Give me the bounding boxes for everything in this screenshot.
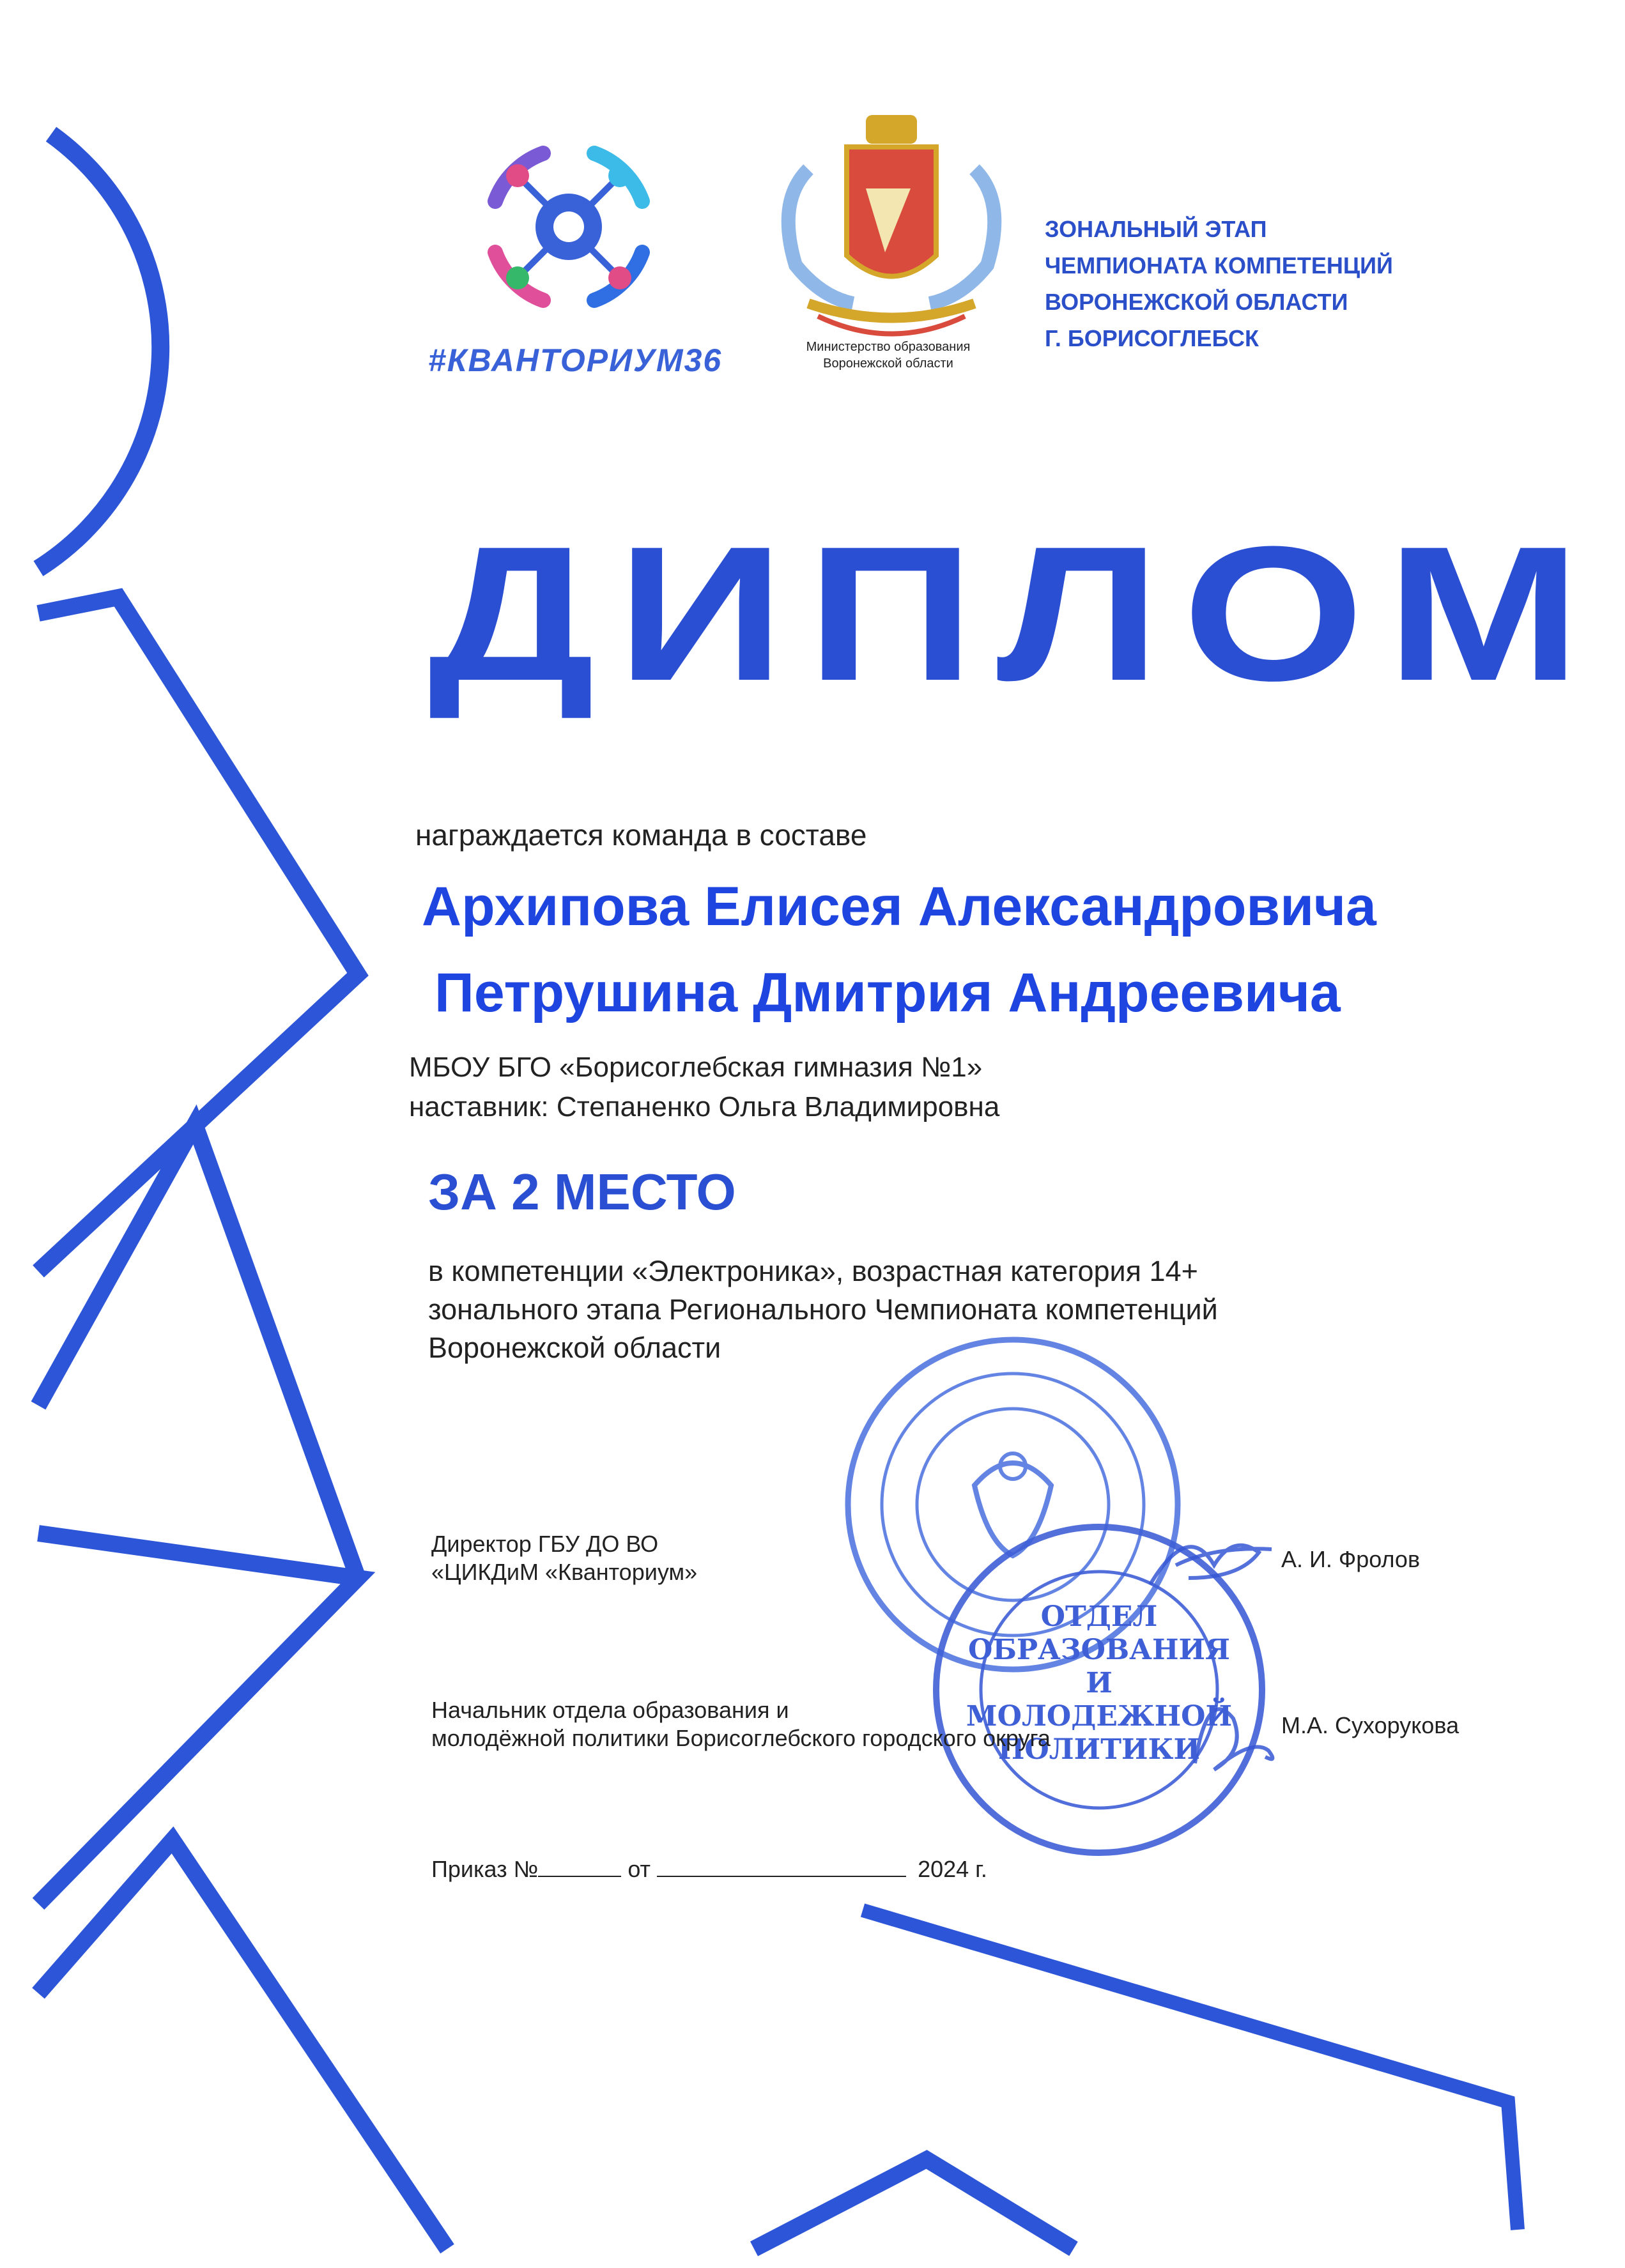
- director-name: А. И. Фролов: [1281, 1546, 1421, 1572]
- order-line: [431, 1856, 987, 1883]
- order-number-blank: [538, 1857, 621, 1877]
- decor-bottom-left: [38, 1840, 447, 2249]
- seal-text-line: ОБРАЗОВАНИЯ: [968, 1634, 1230, 1666]
- decor-bottom-middle: [754, 2159, 1074, 2249]
- ministry-caption: [783, 339, 994, 372]
- head-title: [431, 1696, 1051, 1752]
- award-lead: награждается команда в составе: [415, 818, 867, 852]
- competition-line: Воронежской области: [428, 1331, 721, 1364]
- seal-text-line: ПОЛИТИКИ: [997, 1733, 1201, 1766]
- kvantorium-logo-text: #КВАНТОРИУМ36: [428, 342, 723, 378]
- seal-text-line: ОТДЕЛ: [1040, 1600, 1158, 1633]
- diploma-title: ДИПЛОМ: [428, 506, 1603, 721]
- competition-description: [428, 1252, 1218, 1367]
- order-date-blank: [657, 1857, 906, 1877]
- director-title-line: «ЦИКДиМ «Кванториум»: [431, 1559, 698, 1585]
- mentor-name: наставник: Степаненко Ольга Владимировна: [409, 1091, 1000, 1123]
- ministry-line: Воронежской области: [823, 356, 953, 371]
- place-heading: ЗА 2 МЕСТО: [428, 1163, 736, 1220]
- decor-diagonal: [38, 1124, 358, 1578]
- head-name: М.А. Сухорукова: [1281, 1712, 1459, 1738]
- event-line: Г. БОРИСОГЛЕБСК: [1045, 325, 1259, 351]
- decor-triangle-upper: [38, 597, 358, 1271]
- voronezh-coat-of-arms-icon: [789, 115, 995, 334]
- event-line: ВОРОНЕЖСКОЙ ОБЛАСТИ: [1045, 289, 1348, 315]
- event-heading: [1045, 211, 1393, 356]
- event-line: ЧЕМПИОНАТА КОМПЕТЕНЦИЙ: [1045, 252, 1393, 279]
- seal-text-line: И: [1086, 1667, 1113, 1699]
- head-title-line: Начальник отдела образования и: [431, 1697, 789, 1723]
- order-prefix: Приказ №: [431, 1856, 539, 1882]
- order-from: от: [628, 1856, 651, 1882]
- order-year: 2024 г.: [918, 1856, 987, 1882]
- head-title-line: молодёжной политики Борисоглебского городского округа: [431, 1725, 1051, 1751]
- director-title: [431, 1530, 697, 1586]
- seal-text-line: МОЛОДЕЖНОЙ: [966, 1700, 1233, 1733]
- ministry-line: Министерство образования: [806, 340, 971, 354]
- competition-line: в компетенции «Электроника», возрастная категория 14+: [428, 1255, 1198, 1287]
- school-info: [409, 1048, 999, 1127]
- event-line: ЗОНАЛЬНЫЙ ЭТАП: [1045, 216, 1267, 242]
- school-name: МБОУ БГО «Борисоглебская гимназия №1»: [409, 1052, 983, 1083]
- awardee-name: Архипова Елисея Александровича: [422, 876, 1376, 937]
- kvantorium-logo: [473, 131, 665, 323]
- awardee-name: Петрушина Дмитрия Андреевича: [435, 962, 1341, 1023]
- director-title-line: Директор ГБУ ДО ВО: [431, 1531, 659, 1557]
- competition-line: зонального этапа Регионального Чемпионата компетенций: [428, 1293, 1218, 1326]
- decor-triangle-lower: [38, 1533, 358, 1904]
- decor-circle-arc: [38, 134, 160, 569]
